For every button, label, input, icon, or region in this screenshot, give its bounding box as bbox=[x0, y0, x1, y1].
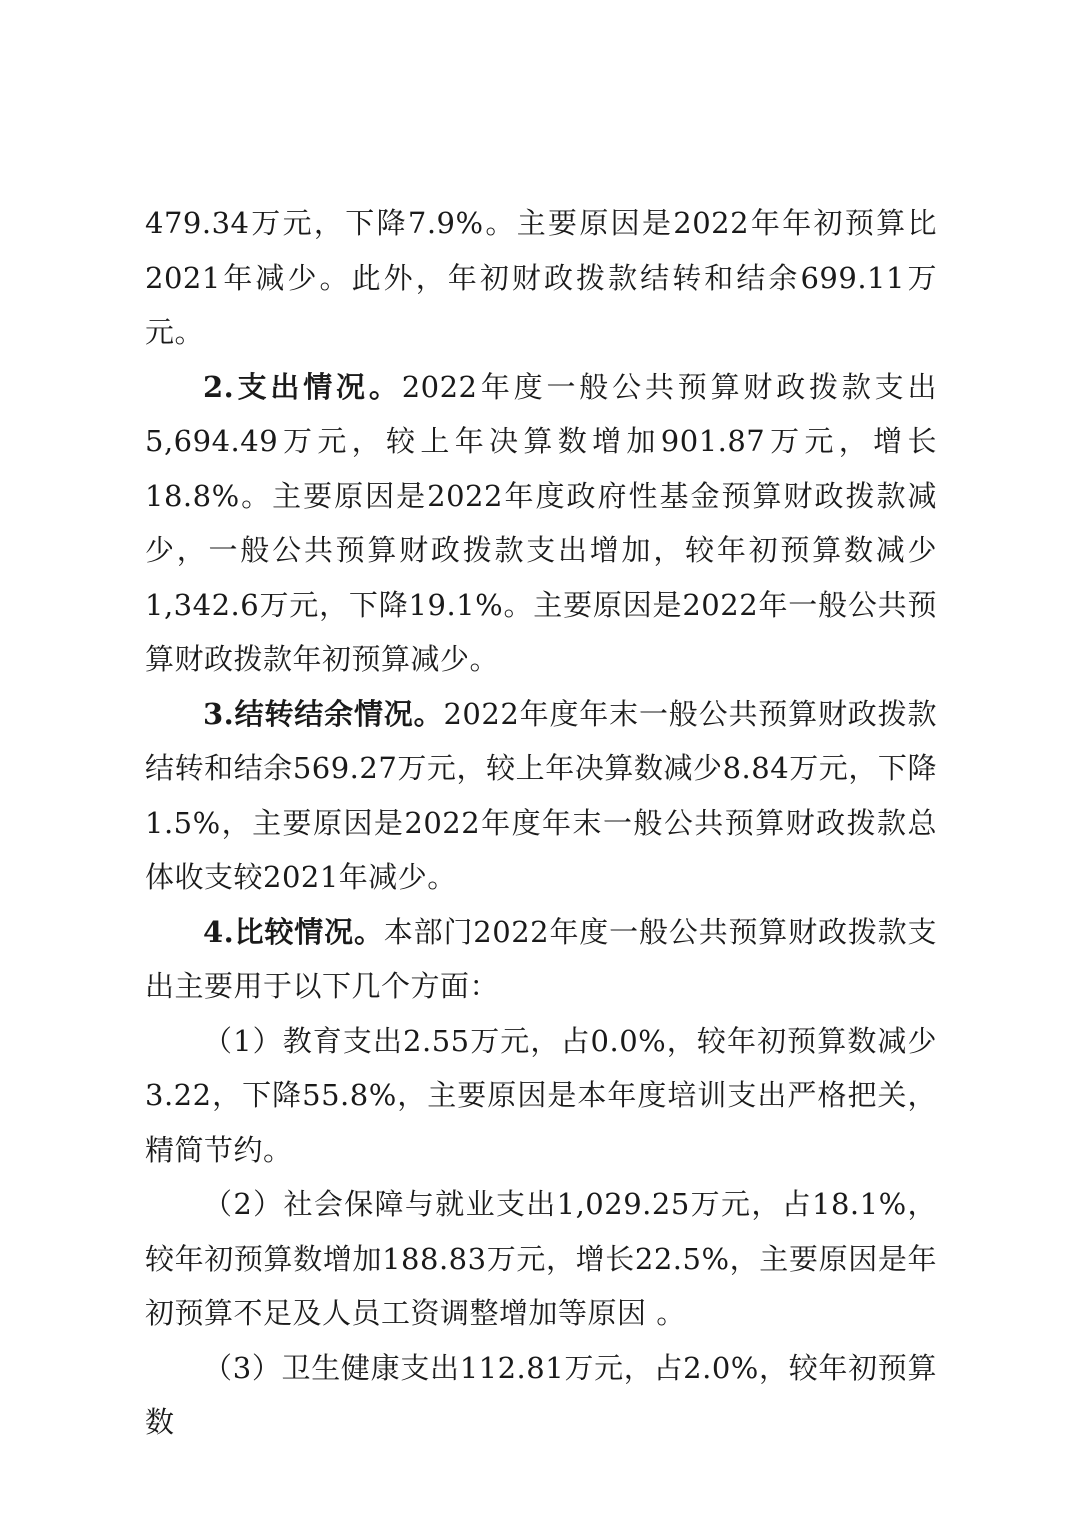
list-item-health bbox=[145, 1341, 937, 1450]
paragraph-heading: 3.结转结余情况。 bbox=[203, 696, 444, 731]
paragraph-text: 2022年度一般公共预算财政拨款支出5,694.49万元，较上年决算数增加901.87万元，增长18.8%。主要原因是2022年度政府性基金预算财政拨款减少，一般公共预算财政拨款支出增加，较年初预算数减少1,342.6万元，下降19.1%。主要原因是2022年一般公共预算财政拨款年初预算减少。 bbox=[145, 369, 937, 676]
paragraph-text: （3）卫生健康支出112.81万元，占2.0%，较年初预算数 bbox=[145, 1350, 937, 1439]
paragraph-carryover bbox=[145, 687, 937, 905]
paragraph-text: 本部门2022年度一般公共预算财政拨款支出主要用于以下几个方面： bbox=[145, 914, 937, 1003]
paragraph-text: 2022年度年末一般公共预算财政拨款结转和结余569.27万元，较上年决算数减少8.84万元，下降1.5%，主要原因是2022年度年末一般公共预算财政拨款总体收支较2021年减少。 bbox=[145, 696, 937, 894]
document-body bbox=[145, 196, 937, 1450]
paragraph-heading: 4.比较情况。 bbox=[203, 914, 384, 949]
list-item-social-security bbox=[145, 1177, 937, 1341]
paragraph-text: （1）教育支出2.55万元，占0.0%，较年初预算数减少3.22，下降55.8%，主要原因是本年度培训支出严格把关，精简节约。 bbox=[145, 1023, 937, 1167]
paragraph-text: （2）社会保障与就业支出1,029.25万元，占18.1%，较年初预算数增加188.83万元，增长22.5%，主要原因是年初预算不足及人员工资调整增加等原因 。 bbox=[145, 1187, 937, 1330]
paragraph-text: 479.34万元，下降7.9%。主要原因是2022年年初预算比2021年减少。此外，年初财政拨款结转和结余699.11万元。 bbox=[145, 206, 937, 349]
paragraph-expenditure bbox=[145, 360, 937, 687]
paragraph-heading: 2.支出情况。 bbox=[203, 369, 402, 404]
paragraph-comparison bbox=[145, 905, 937, 1014]
list-item-education bbox=[145, 1014, 937, 1178]
paragraph-continuation bbox=[145, 196, 937, 360]
